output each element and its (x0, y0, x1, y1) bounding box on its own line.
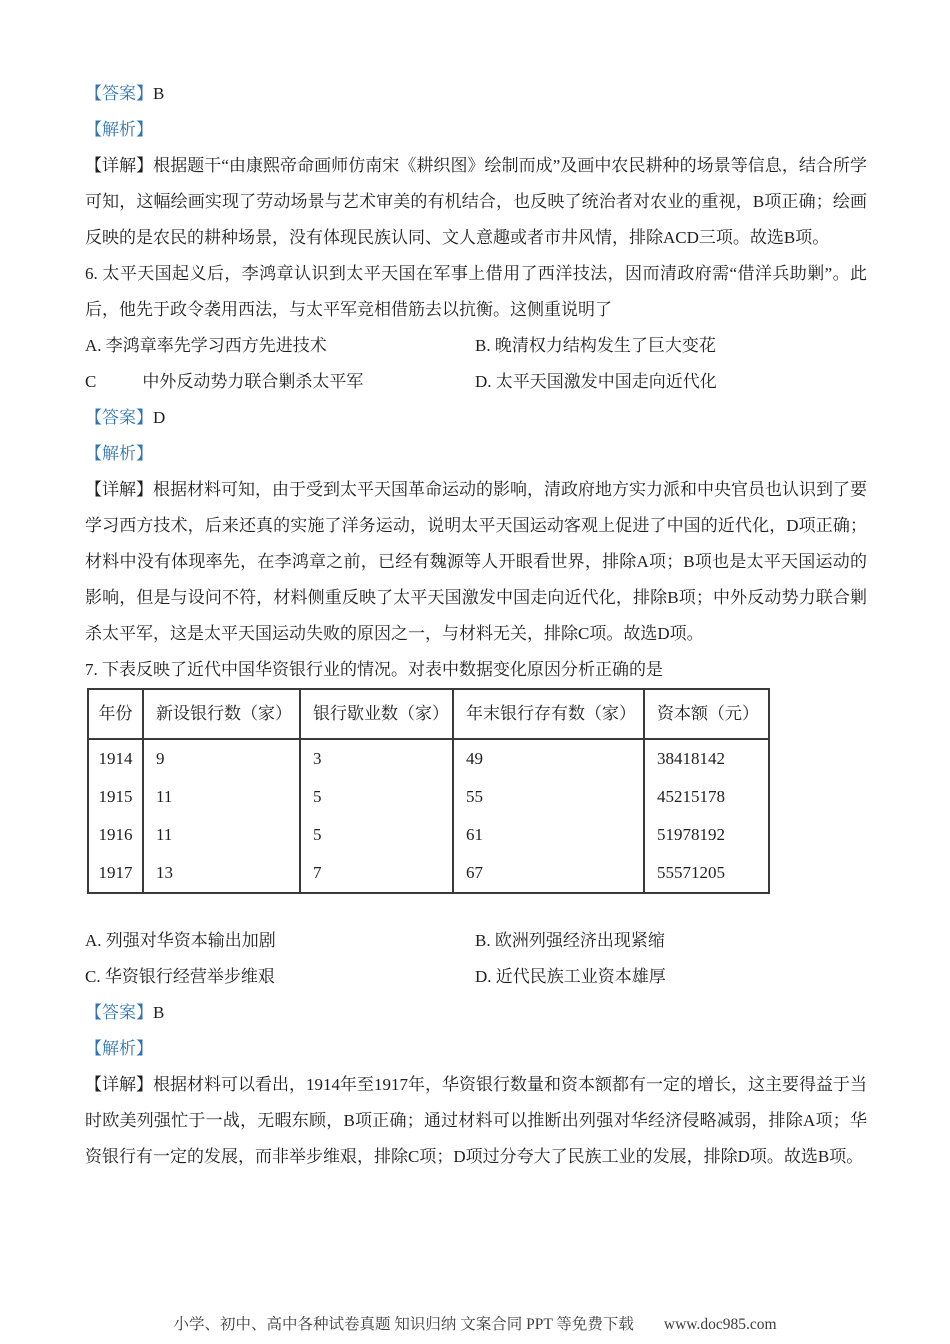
q5-answer-value: B (153, 84, 165, 103)
cell-year: 1914 (88, 739, 143, 778)
cell-capital: 38418142 (644, 739, 769, 778)
cell-new-banks: 11 (143, 816, 300, 854)
q6-answer-value: D (153, 408, 166, 427)
q7-option-d: D. 近代民族工业资本雄厚 (475, 967, 666, 986)
cell-closed-banks: 7 (300, 854, 453, 893)
cell-year: 1916 (88, 816, 143, 854)
table-header-new-banks: 新设银行数（家） (143, 689, 300, 739)
bank-statistics-table (87, 688, 770, 894)
analysis-label: 【解析】 (85, 1039, 153, 1058)
table-row (88, 778, 769, 816)
q6-option-c (85, 364, 475, 400)
document-content (85, 76, 867, 1175)
q6-analysis-line (85, 436, 867, 472)
q7-option-a: A. 列强对华资本输出加剧 (85, 931, 276, 950)
table-header-row (88, 689, 769, 739)
q7-detail-paragraph: 【详解】根据材料可以看出，1914年至1917年，华资银行数量和资本额都有一定的增长，这主要得益于当时欧美列强忙于一战，无暇东顾，B项正确；通过材料可以推断出列强对华经济侵略减弱，排除A项；华资银行有一定的发展，而非举步维艰，排除C项；D项过分夸大了民族工业的发展，排除D项。故选B项。 (85, 1075, 867, 1166)
cell-yearend-banks: 67 (453, 854, 644, 893)
q5-analysis-line (85, 112, 867, 148)
footer-site-url: www.doc985.com (663, 1316, 777, 1333)
table-row (88, 816, 769, 854)
q6-option-a: A. 李鸿章率先学习西方先进技术 (85, 336, 327, 355)
cell-capital: 55571205 (644, 854, 769, 893)
q6-options-row-cd (85, 364, 867, 400)
cell-yearend-banks: 55 (453, 778, 644, 816)
table-row (88, 854, 769, 893)
q6-option-c-label: C (85, 372, 97, 391)
cell-capital: 51978192 (644, 816, 769, 854)
analysis-label: 【解析】 (85, 120, 153, 139)
q6-stem: 6. 太平天国起义后，李鸿章认识到太平天国在军事上借用了西洋技法，因而清政府需“借洋兵助剿”。此后，他先于政令袭用西法，与太平军竞相借筋去以抗衡。这侧重说明了 (85, 264, 867, 319)
cell-new-banks: 13 (143, 854, 300, 893)
answer-label: 【答案】 (85, 1003, 153, 1022)
cell-capital: 45215178 (644, 778, 769, 816)
q7-option-c: C. 华资银行经营举步维艰 (85, 967, 275, 986)
q7-option-b: B. 欧洲列强经济出现紧缩 (475, 931, 665, 950)
q7-options-row-cd (85, 959, 867, 995)
q6-answer-line (85, 400, 867, 436)
cell-yearend-banks: 49 (453, 739, 644, 778)
q6-options-row-ab (85, 328, 867, 364)
answer-label: 【答案】 (85, 408, 153, 427)
footer-slogan: 小学、初中、高中各种试卷真题 知识归纳 文案合同 PPT 等免费下载 (173, 1316, 634, 1333)
q5-answer-line (85, 76, 867, 112)
q5-detail-paragraph: 【详解】根据题干“由康熙帝命画师仿南宋《耕织图》绘制而成”及画中农民耕种的场景等信息，结合所学可知，这幅绘画实现了劳动场景与艺术审美的有机结合，也反映了统治者对农业的重视，B项正确；绘画反映的是农民的耕种场景，没有体现民族认同、文人意趣或者市井风情，排除ACD三项。故选B项。 (85, 156, 867, 247)
table-header-yearend-banks: 年末银行存有数（家） (453, 689, 644, 739)
q7-stem: 7. 下表反映了近代中国华资银行业的情况。对表中数据变化原因分析正确的是 (85, 660, 663, 679)
q7-answer-line (85, 995, 867, 1031)
q6-option-d: D. 太平天国激发中国走向近代化 (475, 372, 717, 391)
cell-closed-banks: 5 (300, 816, 453, 854)
q7-answer-value: B (153, 1003, 165, 1022)
q6-option-b: B. 晚清权力结构发生了巨大变花 (475, 336, 716, 355)
answer-label: 【答案】 (85, 84, 153, 103)
analysis-label: 【解析】 (85, 444, 153, 463)
table-header-closed-banks: 银行歇业数（家） (300, 689, 453, 739)
cell-closed-banks: 3 (300, 739, 453, 778)
cell-year: 1915 (88, 778, 143, 816)
cell-new-banks: 9 (143, 739, 300, 778)
cell-yearend-banks: 61 (453, 816, 644, 854)
q7-options-row-ab (85, 923, 867, 959)
page-footer (0, 1312, 950, 1338)
cell-new-banks: 11 (143, 778, 300, 816)
table-header-capital: 资本额（元） (644, 689, 769, 739)
cell-closed-banks: 5 (300, 778, 453, 816)
table-header-year: 年份 (88, 689, 143, 739)
q6-option-c-text: 中外反动势力联合剿杀太平军 (142, 372, 364, 391)
q7-analysis-line (85, 1031, 867, 1067)
table-row (88, 739, 769, 778)
cell-year: 1917 (88, 854, 143, 893)
q6-detail-paragraph: 【详解】根据材料可知，由于受到太平天国革命运动的影响，清政府地方实力派和中央官员也认识到了要学习西方技术，后来还真的实施了洋务运动，说明太平天国运动客观上促进了中国的近代化，D项正确；材料中没有体现率先，在李鸿章之前，已经有魏源等人开眼看世界，排除A项；B项也是太平天国运动的影响，但是与设问不符，材料侧重反映了太平天国激发中国走向近代化，排除B项；中外反动势力联合剿杀太平军，这是太平天国运动失败的原因之一，与材料无关，排除C项。故选D项。 (85, 480, 867, 643)
